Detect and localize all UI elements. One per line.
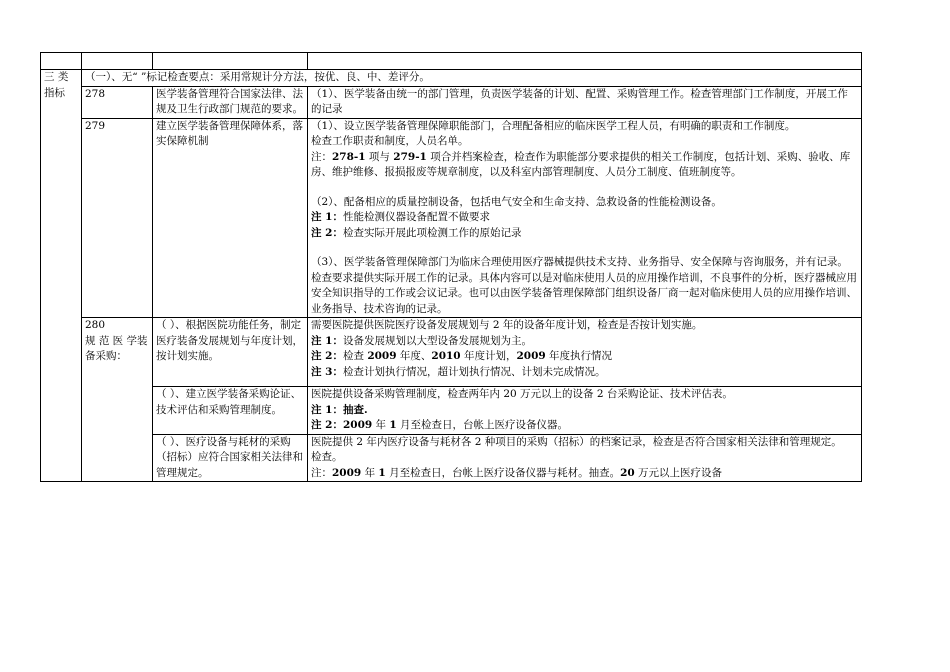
note-month: 1 <box>378 466 386 479</box>
table-header-row <box>41 53 862 70</box>
empty-cell <box>41 53 82 70</box>
note-month: 1 <box>389 419 397 431</box>
section-intro: （一）、无“ ”标记检查要点：采用常规计分方法，按优、良、中、差评分。 <box>82 70 862 87</box>
note-text: 抽查. <box>342 403 368 416</box>
note-prefix: 注： <box>311 150 332 163</box>
detail-note <box>311 226 858 242</box>
section-label-line1: 三 类 <box>44 71 69 83</box>
table-row-280-c <box>41 434 862 482</box>
section-label-line2: 指标 <box>44 86 65 99</box>
table-row-280-b <box>41 387 862 435</box>
detail-paragraph: 检查工作职责和制度，人员名单。 <box>311 135 469 147</box>
note-text: 年度、 <box>396 350 432 362</box>
note-ref: 279-1 <box>393 150 427 163</box>
note-text: 年度计划， <box>460 350 517 362</box>
note-text: 年度执行情况 <box>545 350 613 362</box>
note-prefix: 注 1： <box>311 211 343 223</box>
item-group-title: 规 范 医 学装备采购： <box>85 334 148 362</box>
item-detail <box>308 118 862 318</box>
detail-paragraph: 需要医院提供医院医疗设备发展规划与 2 年的设备年度计划，检查是否按计划实施。 <box>311 319 703 331</box>
item-detail <box>308 434 862 482</box>
detail-paragraph: 医院提供 2 年内医疗设备与耗材各 2 种项目的采购（招标）的档案记录，检查是否符合国家相关法律和管理规定。 <box>311 435 842 448</box>
detail-note <box>311 466 858 482</box>
note-prefix: 注 2： <box>311 226 343 239</box>
item-title: （ ）、医疗设备与耗材的采购（招标）应符合国家相关法律和管理规定。 <box>153 434 308 482</box>
note-text: 年 <box>361 466 379 479</box>
note-prefix: 注 2： <box>311 350 343 362</box>
detail-paragraph: （3）、医学装备管理保障部门为临床合理使用医疗器械提供技术支持、业务指导、安全保障与咨询服务，并有记录。 <box>311 256 848 268</box>
note-text: 月至检查日，台帐上医疗设备仪器与耗材。抽查。 <box>385 466 621 479</box>
note-text: 年 <box>372 419 390 431</box>
table-row-279 <box>41 118 862 318</box>
section-label-cell <box>41 70 82 482</box>
item-id: 279 <box>82 118 153 318</box>
detail-note <box>311 365 858 381</box>
note-text: 月至检查日，台帐上医疗设备仪器。 <box>396 419 569 431</box>
empty-cell <box>153 53 308 70</box>
note-year: 2009 <box>332 466 362 479</box>
note-text: 检查实际开展此项检测工作的原始记录 <box>342 226 522 239</box>
note-prefix: 注 1： <box>311 403 343 416</box>
detail-note <box>311 150 858 181</box>
note-text: 项与 <box>365 150 394 163</box>
note-text: 设备发展规划以大型设备发展规划为主。 <box>342 334 532 347</box>
note-year: 2010 <box>431 350 461 362</box>
spacer <box>311 181 858 195</box>
note-year: 2009 <box>367 350 397 362</box>
empty-cell <box>308 53 862 70</box>
note-year: 2009 <box>342 419 373 431</box>
item-id: 278 <box>82 86 153 118</box>
section-intro-row <box>41 70 862 87</box>
note-ref: 278-1 <box>332 150 366 163</box>
item-detail <box>308 318 862 387</box>
item-title: 建立医学装备管理保障体系，落实保障机制 <box>153 118 308 318</box>
item-id-cell <box>82 318 153 482</box>
detail-note <box>311 418 858 434</box>
inspection-table-container <box>40 52 862 482</box>
item-title: 医学装备管理符合国家法律、法规及卫生行政部门规范的要求。 <box>153 86 308 118</box>
note-text: 项合并档案检查，检查作为职能部分要求提供的相关工作制度，包括计划、采购、验收、库房、维护维修、报损报废等规章制度，以及科室内部管理制度、人员分工制度、值班制度等。 <box>311 150 851 178</box>
table-row-278 <box>41 86 862 118</box>
item-title: （ ）、建立医学装备采购论证、技术评估和采购管理制度。 <box>153 387 308 435</box>
note-year: 2009 <box>516 350 546 362</box>
note-text: 检查 <box>342 350 368 362</box>
detail-paragraph: 检查。 <box>311 451 343 463</box>
detail-note <box>311 349 858 365</box>
item-id: 280 <box>85 319 106 331</box>
note-text: 检查计划执行情况，超计划执行情况、计划未完成情况。 <box>342 365 606 378</box>
note-text: 性能检测仪器设备配置不做要求 <box>342 211 490 223</box>
empty-cell <box>82 53 153 70</box>
detail-note <box>311 403 858 419</box>
spacer <box>311 380 858 386</box>
detail-paragraph: （1）、设立医学装备管理保障职能部门，合理配备相应的临床医学工程人员，有明确的职责和工作制度。 <box>311 119 796 132</box>
note-amount: 20 <box>620 466 635 479</box>
detail-paragraph: （2）、配备相应的质量控制设备，包括电气安全和生命支持、急救设备的性能检测设备。 <box>311 195 722 208</box>
detail-paragraph: 医院提供设备采购管理制度，检查两年内 20 万元以上的设备 2 台采购论证、技术评估表。 <box>311 388 733 400</box>
table-row-280-a <box>41 318 862 387</box>
note-prefix: 注： <box>311 466 332 479</box>
note-prefix: 注 2： <box>311 419 343 431</box>
spacer <box>311 241 858 255</box>
inspection-table <box>40 52 862 482</box>
note-prefix: 注 1： <box>311 334 343 347</box>
detail-note <box>311 334 858 350</box>
note-prefix: 注 3： <box>311 365 343 378</box>
item-title: （ ）、根据医院功能任务，制定医疗装备发展规划与年度计划，按计划实施。 <box>153 318 308 387</box>
detail-paragraph: 检查要求提供实际开展工作的记录。具体内容可以是对临床使用人员的应用操作培训，不良事件的分析，医疗器械应用安全知识指导的工作或会议记录。也可以由医学装备管理保障部门组织设备厂商一起对临床使用人员的应用操作培训、业务指导、技术咨询的记录。 <box>311 271 857 315</box>
item-detail: （1）、医学装备由统一的部门管理，负责医学装备的计划、配置、采购管理工作。检查管理部门工作制度，开展工作的记录 <box>308 86 862 118</box>
item-detail <box>308 387 862 435</box>
detail-note <box>311 210 858 226</box>
note-text: 万元以上医疗设备 <box>634 466 723 479</box>
